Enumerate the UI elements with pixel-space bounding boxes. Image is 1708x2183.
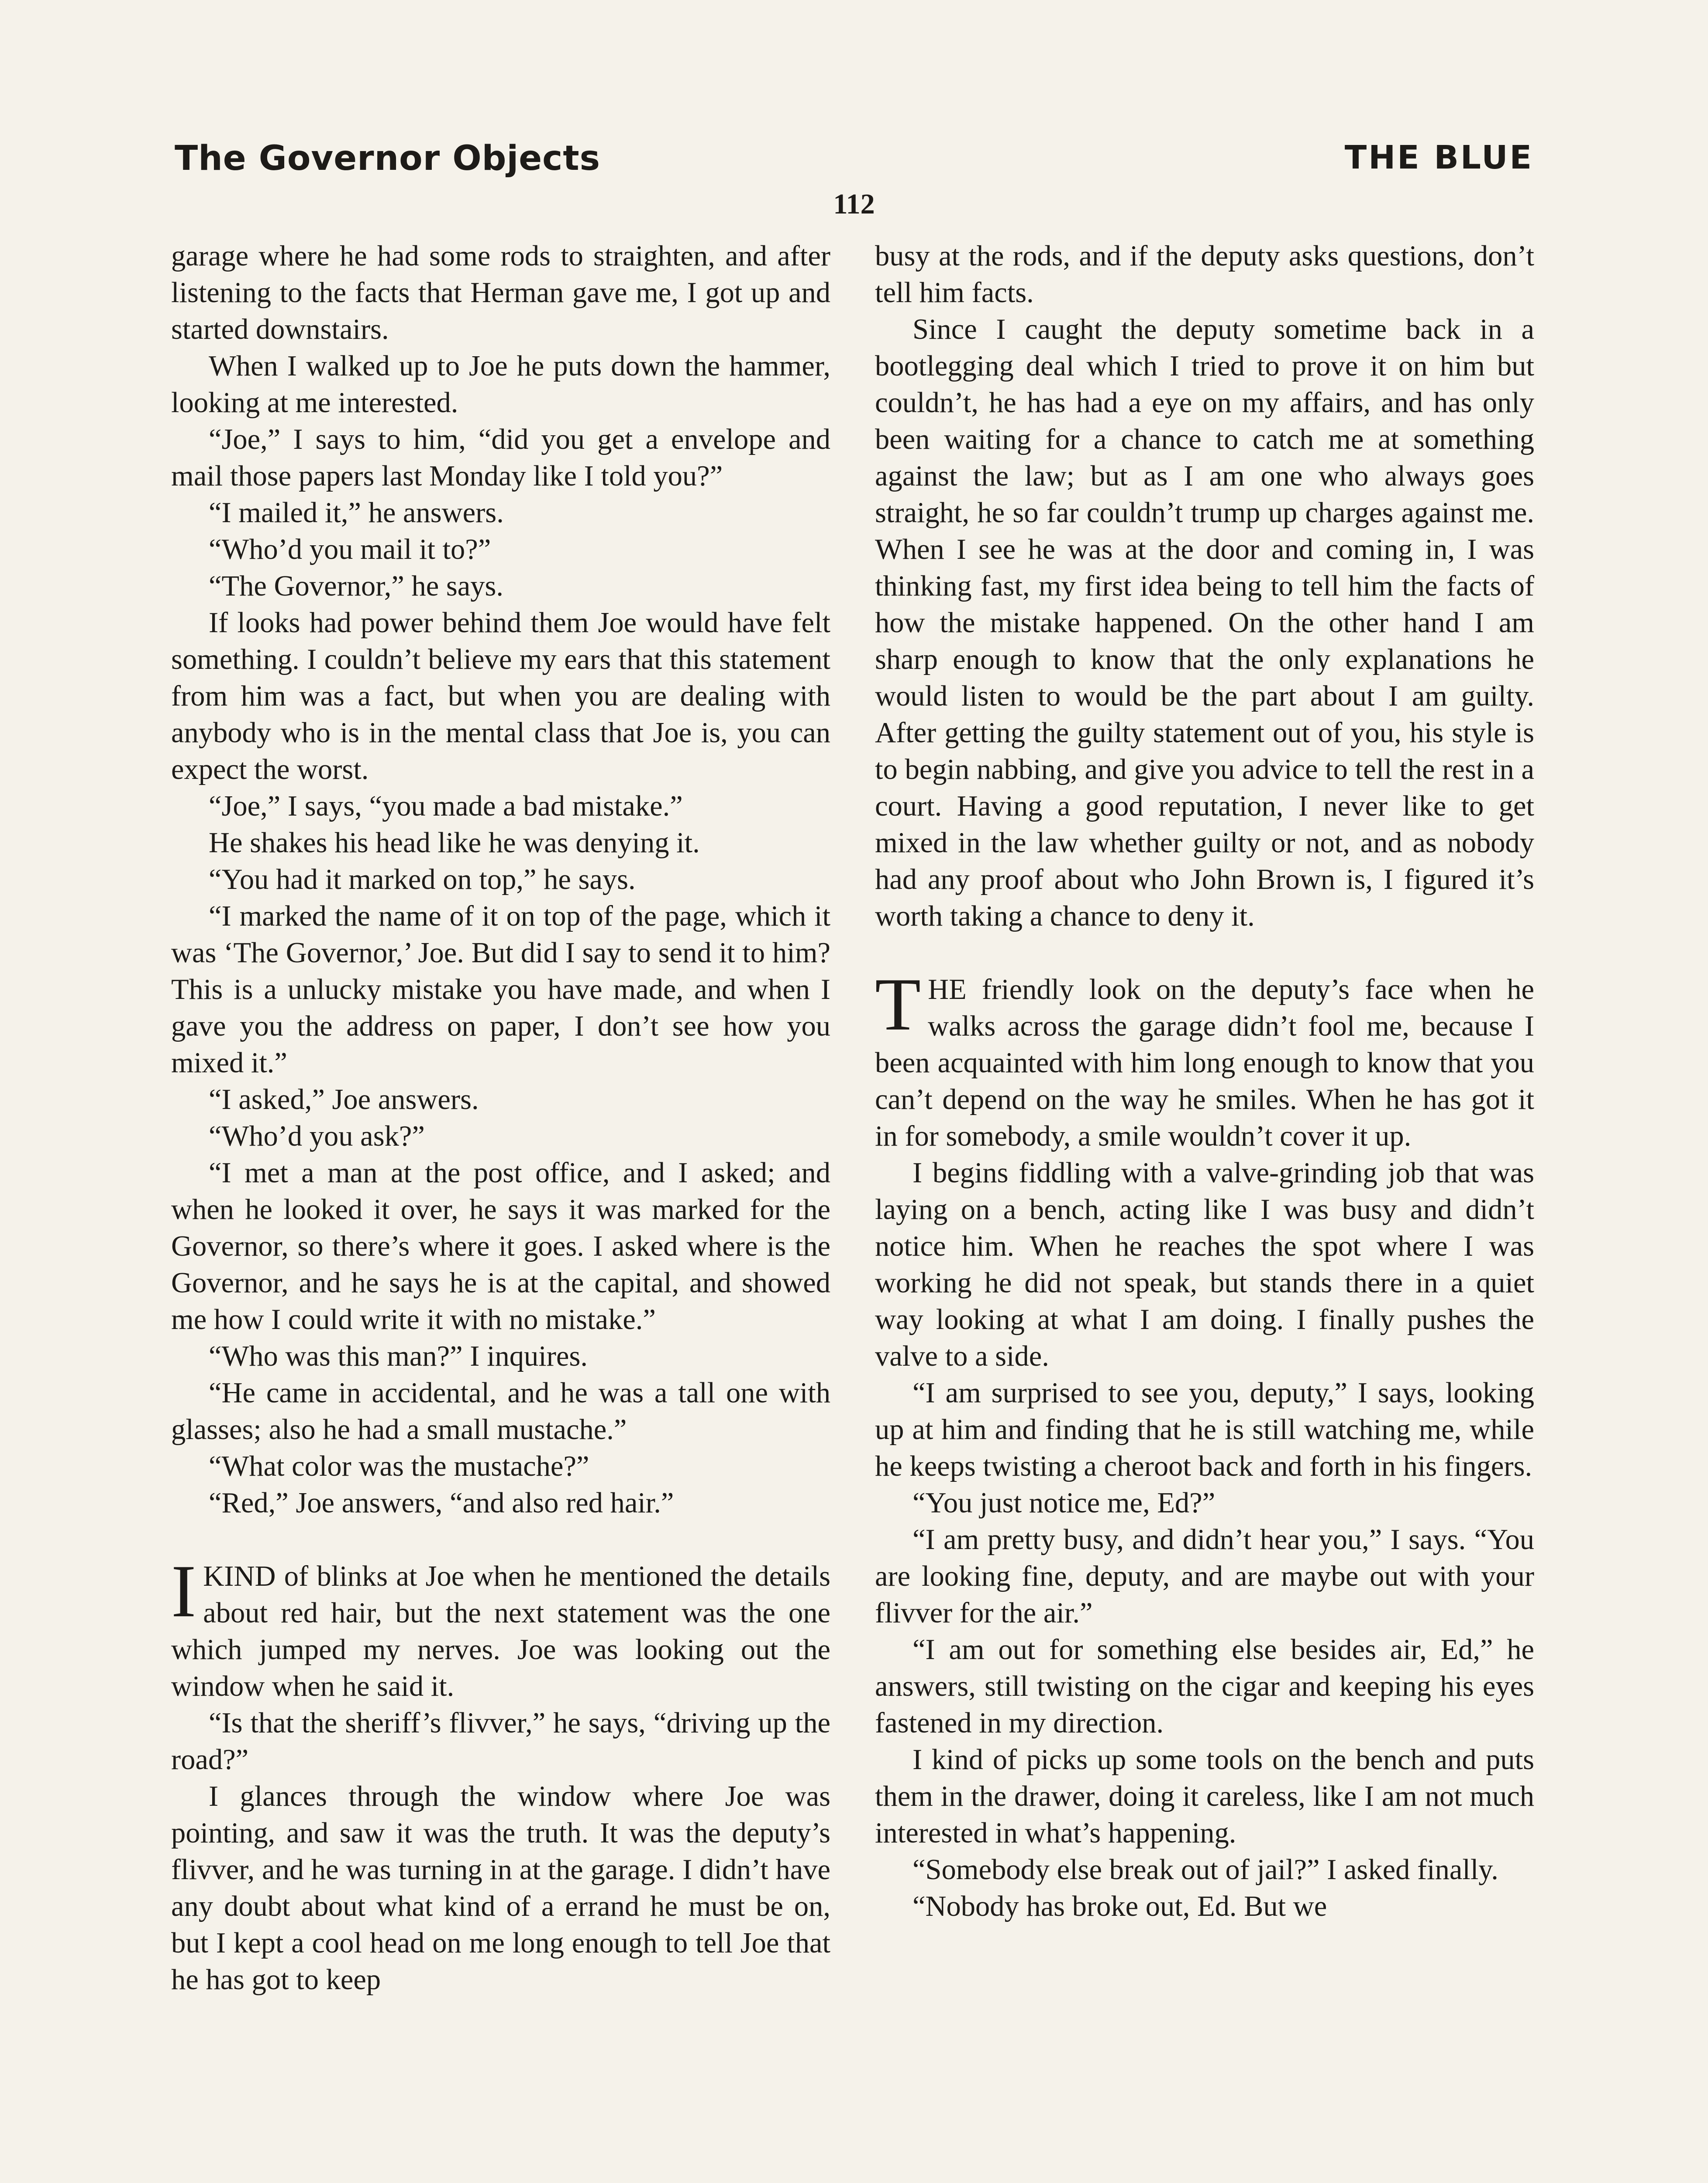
section-lead-text: KIND of blinks at Joe when he mentioned the details about red hair, but the next statement was the one which jumped my nerves. Joe was looking out the window when he said it. [171,1560,830,1702]
section-lead-text: HE friendly look on the deputy’s face when he walks across the garage didn’t fool me, because I been acquainted with him long enough to know that you can’t depend on the way he smiles. When he has got it in for somebody, a smile wouldn’t cover it up. [875,974,1534,1152]
paragraph: “I asked,” Joe answers. [209,1084,479,1116]
paragraph: “Who’d you ask?” [209,1120,425,1152]
paragraph: “I am out for something else besides air, Ed,” he answers, still twisting on the cigar and keeping his eyes fastened in my direction. [875,1634,1534,1739]
paragraph: Since I caught the deputy sometime back in a bootlegging deal which I tried to prove it on him but couldn’t, he has had a eye on my affairs, and has only been waiting for a chance to catch me at something against the law; but as I am one who always goes straight, he so far couldn’t trump up charges against me. When I see he was at the door and coming in, I was thinking fast, my first idea being to tell him the facts of how the mistake happened. On the other hand I am sharp enough to know that the only explanations he would listen to would be the part about I am guilty. After getting the guilty statement out of you, his style is to begin nabbing, and give you advice to tell the rest in a court. Having a good reputation, I never like to get mixed in the law whether guilty or not, and as nobody had any proof about who John Brown is, I figured it’s worth taking a chance to deny it. [875,313,1534,932]
right-column [875,238,1534,1925]
section-lead-paragraph [875,963,1534,1155]
paragraph: “The Governor,” he says. [209,570,504,602]
paragraph: “Joe,” I says, “you made a bad mistake.” [209,790,683,822]
paragraph: “I met a man at the post office, and I asked; and when he looked it over, he says it was marked for the Governor, so there’s where it goes. I asked where is the Governor, and he says he is at the capital, and showed me how I could write it with no mistake.” [171,1157,830,1336]
paragraph: He shakes his head like he was denying it. [209,827,700,859]
magazine-name: THE BLUE [1344,139,1533,176]
paragraph: “I mailed it,” he answers. [209,497,504,529]
paragraph: “He came in accidental, and he was a tall one with glasses; also he had a small mustache.” [171,1377,830,1446]
page-number: 112 [833,188,875,220]
paragraph: “You just notice me, Ed?” [913,1487,1216,1519]
paragraph: “Joe,” I says to him, “did you get a envelope and mail those papers last Monday like I told you?” [171,424,830,492]
paragraph: “Who’d you mail it to?” [209,534,491,565]
drop-cap: I [171,1550,196,1633]
left-column [171,238,830,1998]
paragraph: “Who was this man?” I inquires. [209,1340,588,1372]
paragraph: When I walked up to Joe he puts down the hammer, looking at me interested. [171,350,830,419]
paragraph: I kind of picks up some tools on the bench and puts them in the drawer, doing it careless, like I am not much interested in what’s happening. [875,1744,1534,1849]
running-header [175,139,1533,191]
paragraph: “I am surprised to see you, deputy,” I says, looking up at him and finding that he is still watching me, while he keeps twisting a cheroot back and forth in his fingers. [875,1377,1534,1482]
paragraph: “Red,” Joe answers, “and also red hair.” [209,1487,674,1519]
running-title: The Governor Objects [175,139,601,178]
paragraph: I begins fiddling with a valve-grinding job that was laying on a bench, acting like I was busy and didn’t notice him. When he reaches the spot where I was working he did not speak, but stands there in a quiet way looking at what I am doing. I finally pushes the valve to a side. [875,1157,1534,1372]
paragraph: If looks had power behind them Joe would have felt something. I couldn’t believe my ears that this statement from him was a fact, but when you are dealing with anybody who is in the mental class that Joe is, you can expect the worst. [171,607,830,785]
section-lead-paragraph [171,1550,830,1705]
paragraph: “I am pretty busy, and didn’t hear you,” I says. “You are looking fine, deputy, and are maybe out with your flivver for the air.” [875,1524,1534,1629]
paragraph: busy at the rods, and if the deputy asks questions, don’t tell him facts. [875,240,1534,309]
paragraph: I glances through the window where Joe was pointing, and saw it was the truth. It was the deputy’s flivver, and he was turning in at the garage. I didn’t have any doubt about what kind of a errand he must be on, but I kept a cool head on me long enough to tell Joe that he has got to keep [171,1780,830,1996]
drop-cap: T [875,963,921,1046]
paragraph: “Nobody has broke out, Ed. But we [913,1890,1327,1922]
paragraph: “Somebody else break out of jail?” I asked finally. [913,1854,1498,1886]
paragraph: “You had it marked on top,” he says. [209,864,636,895]
paragraph: “I marked the name of it on top of the page, which it was ‘The Governor,’ Joe. But did I say to send it to him? This is a unlucky mistake you have made, and when I gave you the address on paper, I don’t see how you mixed it.” [171,900,830,1079]
paragraph: “Is that the sheriff’s flivver,” he says, “driving up the road?” [171,1707,830,1776]
paragraph: garage where he had some rods to straighten, and after listening to the facts that Herman gave me, I got up and started downstairs. [171,240,830,345]
paragraph: “What color was the mustache?” [209,1450,589,1482]
